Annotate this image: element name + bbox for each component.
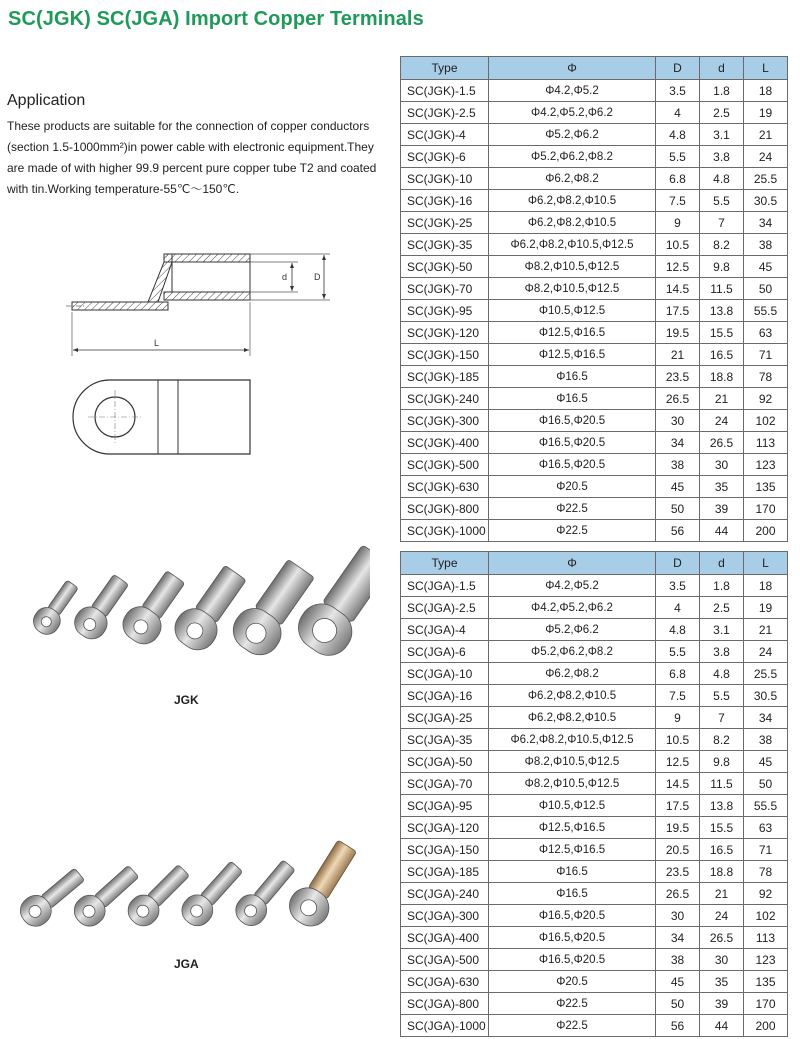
dim-L-label: L [154,338,160,348]
cell-d: 44 [700,520,744,542]
table-row [401,212,788,234]
table-row [401,597,788,619]
cell-d: 35 [700,971,744,993]
header-L: L [744,57,788,80]
terminal-front-view-drawing [70,372,260,462]
cell-d: 26.5 [700,927,744,949]
cell-D: 19.5 [656,322,700,344]
header-type: Type [401,552,489,575]
header-D: D [656,57,700,80]
cell-D: 26.5 [656,388,700,410]
table-row [401,1015,788,1037]
header-d: d [700,57,744,80]
cell-phi: Φ16.5,Φ20.5 [489,432,656,454]
cell-d: 1.8 [700,575,744,597]
cell-d: 21 [700,883,744,905]
header-phi: Φ [489,57,656,80]
cell-type: SC(JGK)-2.5 [401,102,489,124]
table-header-row [401,552,788,575]
cell-D: 21 [656,344,700,366]
cell-phi: Φ20.5 [489,971,656,993]
cell-phi: Φ6.2,Φ8.2,Φ10.5 [489,685,656,707]
cell-d: 13.8 [700,795,744,817]
cell-type: SC(JGK)-1.5 [401,80,489,102]
cell-L: 25.5 [744,663,788,685]
table-row [401,498,788,520]
cell-phi: Φ12.5,Φ16.5 [489,817,656,839]
page-title: SC(JGK) SC(JGA) Import Copper Terminals [8,8,424,30]
jga-photo-label: JGA [174,957,199,971]
cell-d: 16.5 [700,839,744,861]
cell-phi: Φ4.2,Φ5.2,Φ6.2 [489,102,656,124]
cell-type: SC(JGA)-400 [401,927,489,949]
cell-type: SC(JGA)-120 [401,817,489,839]
cell-d: 18.8 [700,861,744,883]
header-d: d [700,552,744,575]
cell-type: SC(JGK)-400 [401,432,489,454]
cell-d: 18.8 [700,366,744,388]
cell-L: 92 [744,388,788,410]
cell-D: 3.5 [656,575,700,597]
cell-phi: Φ16.5,Φ20.5 [489,454,656,476]
cell-phi: Φ16.5,Φ20.5 [489,949,656,971]
cell-phi: Φ16.5,Φ20.5 [489,905,656,927]
table-row [401,80,788,102]
cell-type: SC(JGK)-35 [401,234,489,256]
table-row [401,927,788,949]
cell-D: 34 [656,432,700,454]
table-row [401,839,788,861]
cell-phi: Φ4.2,Φ5.2,Φ6.2 [489,597,656,619]
cell-type: SC(JGA)-630 [401,971,489,993]
cell-type: SC(JGA)-10 [401,663,489,685]
cell-phi: Φ16.5 [489,883,656,905]
cell-d: 8.2 [700,234,744,256]
cell-phi: Φ22.5 [489,520,656,542]
cell-type: SC(JGA)-2.5 [401,597,489,619]
cell-D: 19.5 [656,817,700,839]
cell-L: 18 [744,80,788,102]
dim-D-label: D [314,272,321,282]
cell-d: 24 [700,410,744,432]
table-row [401,520,788,542]
cell-phi: Φ16.5,Φ20.5 [489,927,656,949]
cell-type: SC(JGA)-500 [401,949,489,971]
cell-D: 3.5 [656,80,700,102]
jga-terminals-photo [14,832,374,942]
cell-phi: Φ10.5,Φ12.5 [489,795,656,817]
cell-d: 2.5 [700,102,744,124]
cell-D: 50 [656,993,700,1015]
cell-L: 55.5 [744,795,788,817]
cell-phi: Φ8.2,Φ10.5,Φ12.5 [489,278,656,300]
cell-L: 18 [744,575,788,597]
cell-D: 45 [656,971,700,993]
cell-phi: Φ5.2,Φ6.2 [489,124,656,146]
table-row [401,729,788,751]
cell-type: SC(JGK)-95 [401,300,489,322]
table-row [401,146,788,168]
cell-L: 135 [744,971,788,993]
table-row [401,366,788,388]
cell-L: 78 [744,366,788,388]
cell-d: 44 [700,1015,744,1037]
table-row [401,685,788,707]
cell-phi: Φ5.2,Φ6.2 [489,619,656,641]
cell-type: SC(JGK)-185 [401,366,489,388]
cell-d: 16.5 [700,344,744,366]
cell-d: 4.8 [700,168,744,190]
cell-L: 71 [744,839,788,861]
cell-L: 71 [744,344,788,366]
cell-phi: Φ10.5,Φ12.5 [489,300,656,322]
cell-D: 30 [656,410,700,432]
cell-L: 30.5 [744,685,788,707]
table-row [401,751,788,773]
cell-d: 7 [700,212,744,234]
cell-L: 113 [744,927,788,949]
cell-phi: Φ6.2,Φ8.2,Φ10.5 [489,190,656,212]
dim-d-label: d [282,272,288,282]
cell-D: 4 [656,597,700,619]
cell-D: 10.5 [656,729,700,751]
cell-L: 45 [744,751,788,773]
cell-L: 63 [744,817,788,839]
cell-d: 21 [700,388,744,410]
cell-D: 38 [656,454,700,476]
header-type: Type [401,57,489,80]
table-row [401,344,788,366]
cell-type: SC(JGA)-240 [401,883,489,905]
cell-L: 92 [744,883,788,905]
header-D: D [656,552,700,575]
cell-type: SC(JGK)-70 [401,278,489,300]
cell-D: 14.5 [656,773,700,795]
cell-D: 14.5 [656,278,700,300]
cell-L: 34 [744,212,788,234]
cell-phi: Φ8.2,Φ10.5,Φ12.5 [489,773,656,795]
cell-L: 19 [744,597,788,619]
cell-type: SC(JGA)-185 [401,861,489,883]
cell-type: SC(JGK)-150 [401,344,489,366]
cell-D: 10.5 [656,234,700,256]
cell-D: 4.8 [656,124,700,146]
cell-type: SC(JGA)-35 [401,729,489,751]
cell-type: SC(JGK)-10 [401,168,489,190]
table-row [401,817,788,839]
table-row [401,575,788,597]
table-row [401,102,788,124]
cell-phi: Φ16.5,Φ20.5 [489,410,656,432]
jga-spec-table [400,551,788,1037]
cell-type: SC(JGK)-500 [401,454,489,476]
cell-d: 26.5 [700,432,744,454]
cell-D: 17.5 [656,795,700,817]
cell-L: 102 [744,410,788,432]
cell-D: 30 [656,905,700,927]
cell-type: SC(JGK)-50 [401,256,489,278]
cell-L: 38 [744,729,788,751]
cell-d: 11.5 [700,278,744,300]
cell-L: 38 [744,234,788,256]
cell-phi: Φ6.2,Φ8.2 [489,168,656,190]
table-row [401,168,788,190]
cell-phi: Φ8.2,Φ10.5,Φ12.5 [489,751,656,773]
cell-D: 56 [656,1015,700,1037]
cell-D: 7.5 [656,685,700,707]
cell-D: 12.5 [656,751,700,773]
table-row [401,641,788,663]
cell-d: 30 [700,949,744,971]
table-row [401,454,788,476]
cell-phi: Φ6.2,Φ8.2,Φ10.5 [489,212,656,234]
cell-d: 1.8 [700,80,744,102]
cell-type: SC(JGA)-50 [401,751,489,773]
cell-type: SC(JGK)-630 [401,476,489,498]
cell-phi: Φ22.5 [489,498,656,520]
table-row [401,795,788,817]
cell-L: 34 [744,707,788,729]
table-row [401,124,788,146]
cell-phi: Φ6.2,Φ8.2,Φ10.5 [489,707,656,729]
table-row [401,905,788,927]
cell-L: 170 [744,498,788,520]
cell-phi: Φ22.5 [489,1015,656,1037]
cell-D: 12.5 [656,256,700,278]
cell-D: 38 [656,949,700,971]
cell-type: SC(JGK)-6 [401,146,489,168]
cell-phi: Φ4.2,Φ5.2 [489,575,656,597]
cell-phi: Φ6.2,Φ8.2,Φ10.5,Φ12.5 [489,234,656,256]
cell-D: 9 [656,707,700,729]
table-row [401,861,788,883]
cell-d: 7 [700,707,744,729]
cell-d: 13.8 [700,300,744,322]
cell-L: 123 [744,454,788,476]
table-row [401,322,788,344]
cell-phi: Φ20.5 [489,476,656,498]
table-row [401,234,788,256]
cell-L: 78 [744,861,788,883]
table-row [401,773,788,795]
cell-d: 35 [700,476,744,498]
table-row [401,278,788,300]
table-row [401,432,788,454]
jgk-terminals-photo [20,545,370,665]
cell-type: SC(JGK)-1000 [401,520,489,542]
cell-L: 45 [744,256,788,278]
cell-D: 50 [656,498,700,520]
jgk-spec-table [400,56,788,542]
cell-type: SC(JGA)-6 [401,641,489,663]
cell-D: 4 [656,102,700,124]
cell-phi: Φ12.5,Φ16.5 [489,322,656,344]
cell-type: SC(JGK)-16 [401,190,489,212]
cell-L: 63 [744,322,788,344]
cell-d: 39 [700,498,744,520]
cell-L: 102 [744,905,788,927]
cell-phi: Φ16.5 [489,861,656,883]
cell-D: 17.5 [656,300,700,322]
cell-type: SC(JGA)-150 [401,839,489,861]
cell-L: 25.5 [744,168,788,190]
table-row [401,663,788,685]
cell-type: SC(JGK)-300 [401,410,489,432]
cell-D: 7.5 [656,190,700,212]
cell-L: 50 [744,278,788,300]
cell-d: 2.5 [700,597,744,619]
cell-L: 24 [744,146,788,168]
cell-L: 21 [744,619,788,641]
cell-L: 30.5 [744,190,788,212]
cell-L: 24 [744,641,788,663]
cell-type: SC(JGK)-240 [401,388,489,410]
cell-D: 5.5 [656,641,700,663]
cell-L: 170 [744,993,788,1015]
cell-d: 5.5 [700,190,744,212]
cell-L: 135 [744,476,788,498]
cell-type: SC(JGK)-4 [401,124,489,146]
cell-phi: Φ16.5 [489,366,656,388]
header-phi: Φ [489,552,656,575]
cell-D: 56 [656,520,700,542]
cell-d: 3.8 [700,641,744,663]
cell-D: 45 [656,476,700,498]
cell-phi: Φ12.5,Φ16.5 [489,839,656,861]
cell-phi: Φ8.2,Φ10.5,Φ12.5 [489,256,656,278]
cell-D: 26.5 [656,883,700,905]
cell-d: 3.1 [700,124,744,146]
cell-D: 23.5 [656,366,700,388]
cell-phi: Φ5.2,Φ6.2,Φ8.2 [489,641,656,663]
header-L: L [744,552,788,575]
cell-phi: Φ5.2,Φ6.2,Φ8.2 [489,146,656,168]
cell-L: 55.5 [744,300,788,322]
cell-phi: Φ4.2,Φ5.2 [489,80,656,102]
cell-d: 30 [700,454,744,476]
cell-d: 15.5 [700,322,744,344]
cell-d: 9.8 [700,751,744,773]
cell-L: 19 [744,102,788,124]
application-text: These products are suitable for the connection of copper conductors (section 1.5-1000mm²)in power cable with electronic equipment.They are made of with higher 99.9 percent pure copper tube T2 and coated with tin.Working temperature-55℃～150℃. [7,119,377,196]
cell-D: 6.8 [656,663,700,685]
cell-L: 113 [744,432,788,454]
cell-phi: Φ12.5,Φ16.5 [489,344,656,366]
application-heading: Application [7,92,86,109]
cell-D: 5.5 [656,146,700,168]
cell-d: 8.2 [700,729,744,751]
cell-type: SC(JGA)-800 [401,993,489,1015]
table-row [401,883,788,905]
jgk-photo-label: JGK [174,693,199,707]
table-row [401,971,788,993]
table-row [401,190,788,212]
table-row [401,949,788,971]
cell-type: SC(JGA)-4 [401,619,489,641]
cell-type: SC(JGK)-800 [401,498,489,520]
table-row [401,300,788,322]
cell-D: 9 [656,212,700,234]
cell-type: SC(JGA)-95 [401,795,489,817]
table-row [401,993,788,1015]
cell-type: SC(JGA)-16 [401,685,489,707]
cell-D: 6.8 [656,168,700,190]
cell-type: SC(JGA)-300 [401,905,489,927]
cell-phi: Φ22.5 [489,993,656,1015]
table-row [401,619,788,641]
cell-d: 4.8 [700,663,744,685]
cell-d: 5.5 [700,685,744,707]
cell-type: SC(JGA)-1000 [401,1015,489,1037]
table-row [401,476,788,498]
table-row [401,410,788,432]
table-row [401,707,788,729]
cell-L: 123 [744,949,788,971]
cell-d: 39 [700,993,744,1015]
cell-D: 20.5 [656,839,700,861]
cell-D: 23.5 [656,861,700,883]
cell-L: 200 [744,520,788,542]
cell-D: 4.8 [656,619,700,641]
cell-type: SC(JGA)-1.5 [401,575,489,597]
cell-L: 21 [744,124,788,146]
cell-phi: Φ6.2,Φ8.2,Φ10.5,Φ12.5 [489,729,656,751]
table-row [401,256,788,278]
cell-d: 3.1 [700,619,744,641]
cell-type: SC(JGK)-120 [401,322,489,344]
cell-phi: Φ16.5 [489,388,656,410]
cell-L: 50 [744,773,788,795]
cell-type: SC(JGA)-70 [401,773,489,795]
cell-d: 9.8 [700,256,744,278]
cell-D: 34 [656,927,700,949]
cell-type: SC(JGK)-25 [401,212,489,234]
cell-d: 24 [700,905,744,927]
cell-d: 11.5 [700,773,744,795]
cell-phi: Φ6.2,Φ8.2 [489,663,656,685]
cell-d: 15.5 [700,817,744,839]
cell-L: 200 [744,1015,788,1037]
table-row [401,388,788,410]
cell-type: SC(JGA)-25 [401,707,489,729]
terminal-side-view-drawing [62,240,342,360]
cell-d: 3.8 [700,146,744,168]
table-header-row [401,57,788,80]
